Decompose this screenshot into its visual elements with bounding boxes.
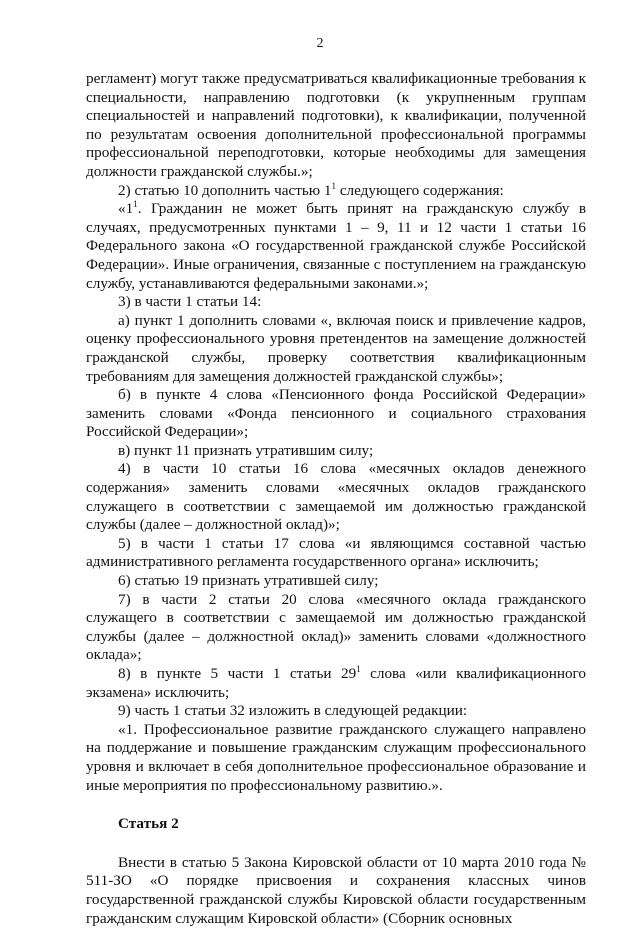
paragraph: б) в пункте 4 слова «Пенсионного фонда Российской Федерации» заменить словами «Фонда пенсионного и социального страхования Российской Федерации»; xyxy=(86,386,586,441)
paragraph: 6) статью 19 признать утратившей силу; xyxy=(118,572,379,590)
page-number: 2 xyxy=(316,36,324,51)
paragraph: Внести в статью 5 Закона Кировской области от 10 марта 2010 года № 511-ЗО «О порядке присвоения и сохранения классных чинов государственной гражданской службы Кировской области государственным гражданским служащим Кировской области» (Сборник основных xyxy=(86,853,586,927)
paragraph: «1. Профессиональное развитие гражданского служащего направлено на поддержание и повышение гражданским служащим профессионального уровня и включает в себя дополнительное профессиональное образование и иные мероприятия по профессиональному развитию.». xyxy=(86,720,586,794)
paragraph: «$1^1$. Гражданин не может быть принят на гражданскую службу в случаях, предусмотренных пунктами 1 – 9, 11 и 12 части 1 статьи 16 Федерального закона «О государственной гражданской службе Российской Федерации». Иные ограничения, связанные с поступлением на гражданскую службу, устанавливаются федеральными законами.»; xyxy=(86,199,586,292)
document-body xyxy=(86,70,586,928)
paragraph: 3) в части 1 статьи 14: xyxy=(118,293,262,311)
paragraph: а) пункт 1 дополнить словами «, включая поиск и привлечение кадров, оценку профессионального уровня претендентов на замещение должностей гражданской службы, проверку соответствия квалификационным требованиям для замещения должностей гражданской службы»; xyxy=(86,311,586,385)
superscript: 1 xyxy=(356,664,361,674)
paragraph: регламент) могут также предусматриваться квалификационные требования к специальности, направлению подготовки (к укрупненным группам специальностей и направлений подготовки), к квалификации, полученной по результатам освоения дополнительной профессиональной программы профессиональной переподготовки, которые необходимы для замещения должности гражданской службы.»; xyxy=(86,70,586,180)
superscript: 1 xyxy=(331,180,337,191)
paragraph: 5) в части 1 статьи 17 слова «и являющимся составной частью административного регламента государственного органа» исключить; xyxy=(86,534,586,571)
paragraph: 8) в пункте 5 части 1 статьи $29^1$ слова «или квалификационного экзамена» исключить; xyxy=(86,664,587,701)
paragraph: 4) в части 10 статьи 16 слова «месячных окладов денежного содержания» заменить словами «месячных окладов гражданского служащего в соответствии с замещаемой им должностью гражданской службы (далее – должностной оклад)»; xyxy=(86,460,586,534)
paragraph: 9) часть 1 статьи 32 изложить в следующей редакции: xyxy=(118,702,468,720)
paragraph: 7) в части 2 статьи 20 слова «месячного оклада гражданского служащего в соответствии с замещаемой им должностью гражданской службы (далее – должностной оклад)» заменить словами «должностного оклада»; xyxy=(86,590,586,664)
paragraph: 2) статью 10 дополнить частью $1^1$ следующего содержания: xyxy=(118,180,504,199)
paragraph: в) пункт 11 признать утратившим силу; xyxy=(118,441,374,459)
article-heading: Статья 2 xyxy=(118,815,179,833)
superscript: 1 xyxy=(133,199,138,210)
